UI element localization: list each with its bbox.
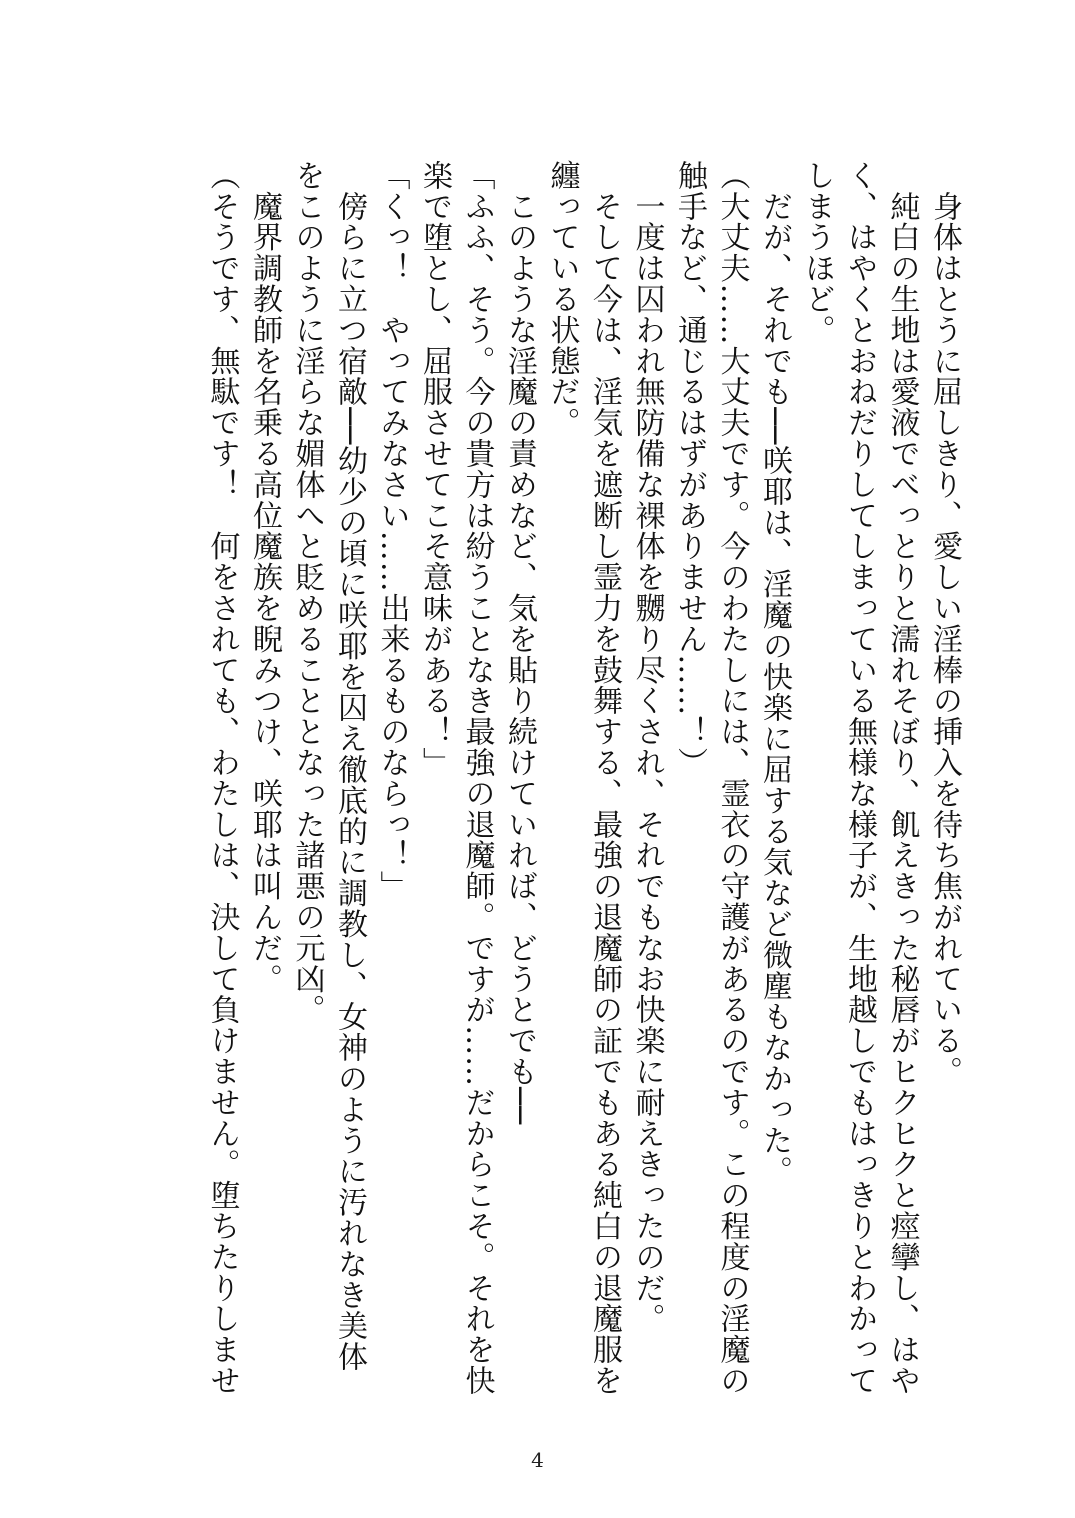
- page-number: 4: [531, 1448, 544, 1472]
- text-line: このような淫魔の責めなど、気を貼り続けていれば、どうとでも──: [502, 160, 537, 1125]
- text-line: 魔界調教師を名乗る高位魔族を睨みつけ、咲耶は叫んだ。: [247, 160, 282, 995]
- text-line: 一度は囚われ無防備な裸体を嬲り尽くされ、それでもなお快楽に耐えきったのだ。: [629, 160, 665, 1335]
- text-line: をこのように淫らな媚体へと貶めることとなった諸悪の元凶。: [289, 160, 325, 1026]
- text-line: 纏っている状態だ。: [544, 160, 580, 439]
- text-line: 純白の生地は愛液でべっとりと濡れそぼり、飢えきった秘唇がヒクヒクと痙攣し、はや: [884, 160, 920, 1396]
- text-line: （そうです、無駄です！ 何をされても、わたしは、決して負けません。堕ちたりしませ: [204, 160, 240, 1396]
- text-line: 「くっ！ やってみなさい……出来るものならっ！」: [374, 160, 410, 902]
- text-line: （大丈夫……大丈夫です。今のわたしには、霊衣の守護があるのです。この程度の淫魔の: [714, 160, 750, 1396]
- text-line: 傍らに立つ宿敵──幼少の頃に咲耶を囚え徹底的に調教し、女神のように汚れなき美体: [332, 160, 367, 1373]
- text-line: 身体はとうに屈しきり、愛しい淫棒の挿入を待ち焦がれている。: [927, 160, 962, 1087]
- body-text: [200, 160, 965, 1396]
- text-line: 触手など、通じるはずがありません……！）: [672, 160, 707, 778]
- text-line: しまうほど。: [799, 160, 835, 346]
- text-line: 楽で堕とし、屈服させてこそ意味がある！」: [417, 160, 452, 778]
- text-line: く、はやくとおねだりしてしまっている無様な様子が、生地越しでもはっきりとわかって: [842, 160, 877, 1396]
- text-line: 「ふふ、そう。今の貴方は紛うことなき最強の退魔師。ですが……だからこそ。それを快: [459, 160, 495, 1396]
- text-line: だが、それでも──咲耶は、淫魔の快楽に屈する気など微塵もなかった。: [757, 160, 792, 1187]
- text-line: そして今は、淫気を遮断し霊力を鼓舞する、最強の退魔師の証でもある純白の退魔服を: [587, 160, 622, 1396]
